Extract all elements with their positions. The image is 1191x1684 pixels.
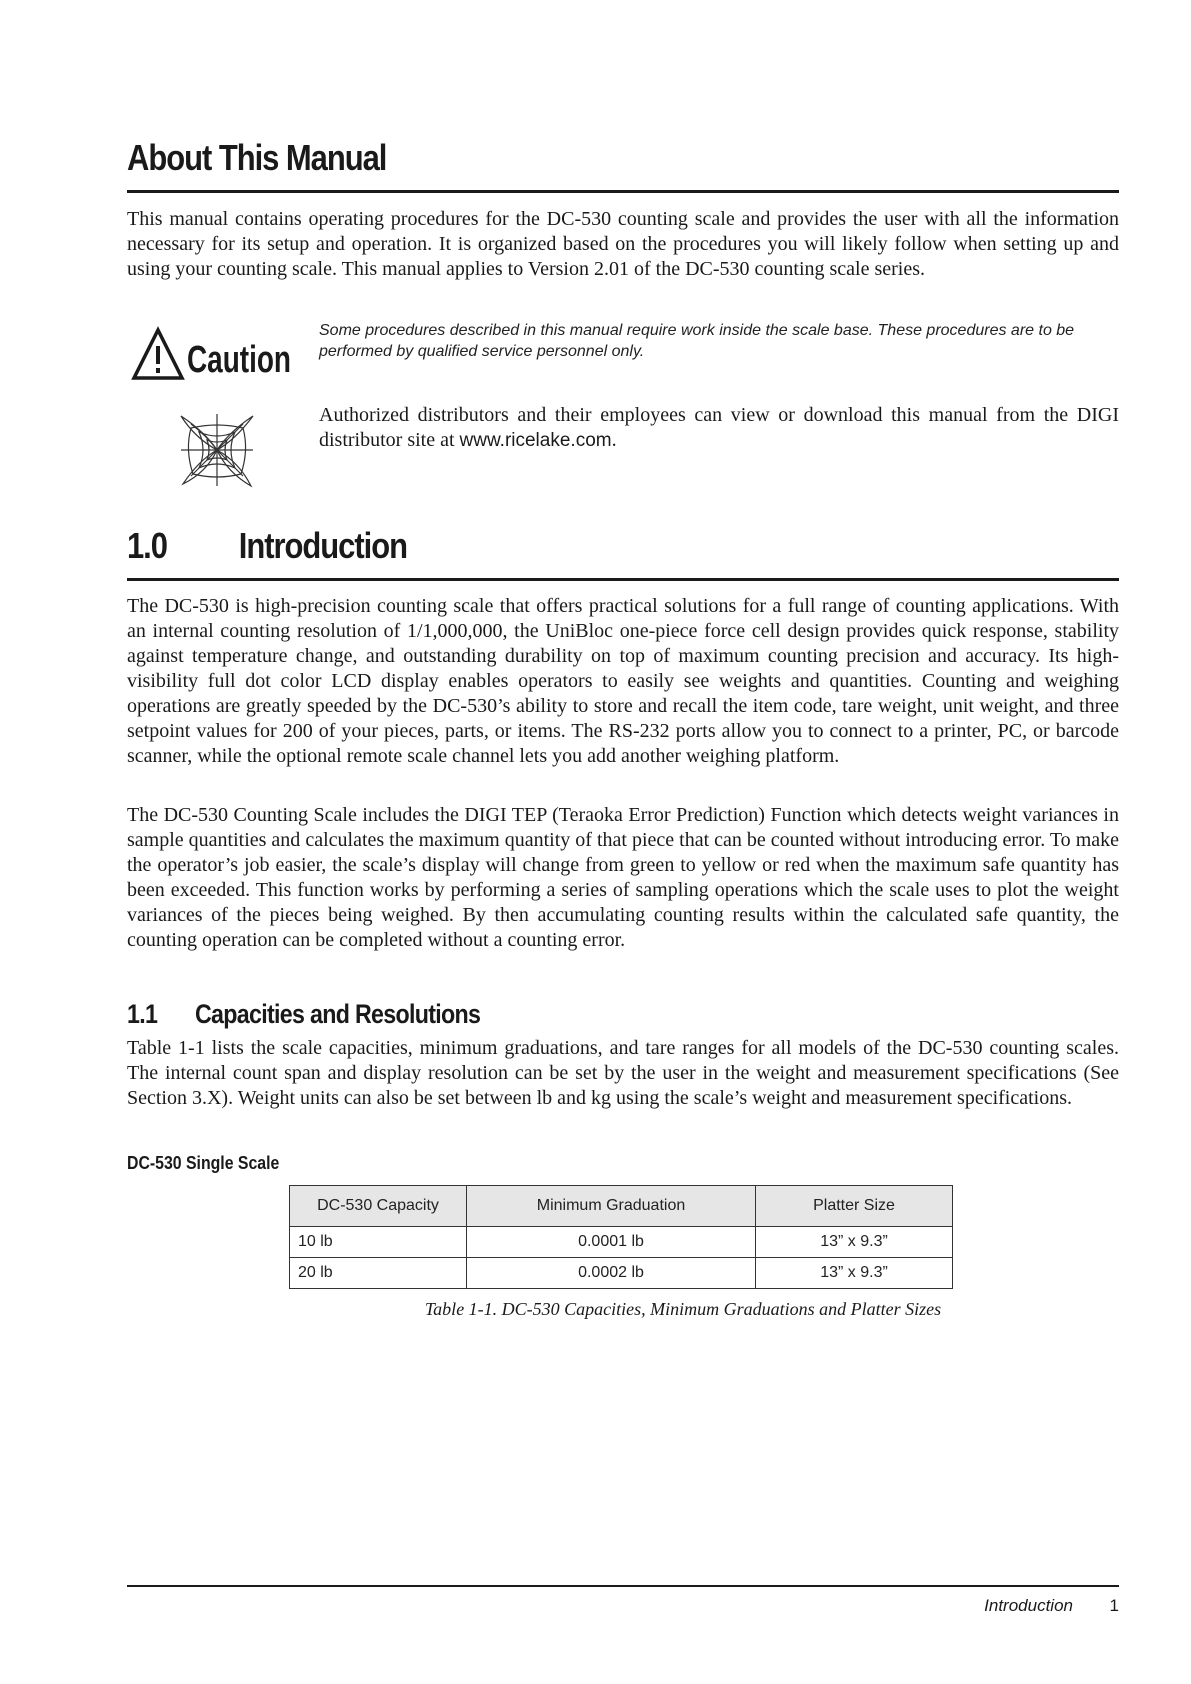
caution-label: Caution: [187, 339, 291, 381]
table-heading: DC-530 Single Scale: [127, 1153, 280, 1173]
capacities-heading: [127, 998, 980, 1030]
capacities-title: Capacities and Resolutions: [194, 999, 481, 1029]
distributor-text: [319, 403, 1119, 453]
intro-title: Introduction: [238, 525, 407, 566]
distributor-text-main: Authorized distributors and their employees can view or download this manual from the DIGI distributor site at: [319, 404, 1119, 451]
cell-platter-size: 13” x 9.3”: [756, 1258, 953, 1289]
ricelake-link[interactable]: www.ricelake.com: [459, 430, 612, 451]
spider-web-icon: [177, 410, 257, 490]
title-rule: [127, 190, 1119, 193]
intro-paragraph-2: The DC-530 Counting Scale includes the DIGI TEP (Teraoka Error Prediction) Function which detects weight variances in sample quantities and calculates the maximum quantity of that piece that can be counted without introducing error. To make the operator’s job easier, the scale’s display will change from green to yellow or red when the maximum safe quantity has been exceeded. This function works by performing a series of sampling operations which the scale uses to plot the weight variances of the pieces being weighed. By then accumulating counting results within the calculated safe quantity, the counting operation can be completed without a counting error.: [127, 804, 1119, 951]
cell-platter-size: 13” x 9.3”: [756, 1227, 953, 1258]
capacities-paragraph: Table 1-1 lists the scale capacities, minimum graduations, and tare ranges for all models of the DC-530 counting scales. The internal count span and display resolution can be set by the user in the weight and measurement specifications (See Section 3.X). Weight units can also be set between lb and kg using the scale’s weight and measurement specifications.: [127, 1037, 1119, 1109]
caution-text: Some procedures described in this manual require work inside the scale base. These procedures are to be performed by qualified service personnel only.: [319, 322, 1075, 360]
table-header-row: [290, 1186, 953, 1227]
footer-rule: [127, 1585, 1119, 1587]
cell-min-graduation: 0.0001 lb: [467, 1227, 756, 1258]
intro-heading: [127, 524, 980, 568]
cell-min-graduation: 0.0002 lb: [467, 1258, 756, 1289]
table-caption: Table 1-1. DC-530 Capacities, Minimum Graduations and Platter Sizes: [424, 1299, 942, 1319]
intro-rule: [127, 578, 1119, 581]
page-number: 1: [1109, 1596, 1119, 1615]
capacities-number: 1.1: [127, 999, 158, 1029]
table-row: [290, 1227, 953, 1258]
about-paragraph: This manual contains operating procedures for the DC-530 counting scale and provides the user with all the information necessary for its setup and operation. It is organized based on the procedures you will likely follow when setting up and using your counting scale. This manual applies to Version 2.01 of the DC-530 counting scale series.: [127, 208, 1119, 280]
header-min-graduation: Minimum Graduation: [467, 1186, 756, 1227]
cell-capacity: 20 lb: [290, 1258, 467, 1289]
page-title: About This Manual: [127, 137, 387, 178]
capacities-table: [289, 1185, 953, 1289]
distributor-text-end: .: [611, 429, 617, 451]
table-row: [290, 1258, 953, 1289]
footer-section-label: Introduction: [984, 1596, 1073, 1615]
intro-number: 1.0: [127, 525, 167, 566]
header-capacity: DC-530 Capacity: [290, 1186, 467, 1227]
intro-paragraph-1: The DC-530 is high-precision counting scale that offers practical solutions for a full range of counting applications. With an internal counting resolution of 1/1,000,000, the UniBloc one-piece force cell design provides quick response, stability against temperature change, and outstanding durability on top of maximum counting precision and accuracy. Its high-visibility full dot color LCD display enables operators to easily see weights and quantities. Counting and weighing operations are greatly speeded by the DC-530’s ability to store and recall the item code, tare weight, unit weight, and three setpoint values for 200 of your pieces, parts, or items. The RS-232 ports allow you to connect to a printer, PC, or barcode scanner, while the optional remote scale channel lets you add another weighing platform.: [127, 595, 1119, 767]
header-platter-size: Platter Size: [756, 1186, 953, 1227]
cell-capacity: 10 lb: [290, 1227, 467, 1258]
caution-icon: [131, 326, 293, 384]
